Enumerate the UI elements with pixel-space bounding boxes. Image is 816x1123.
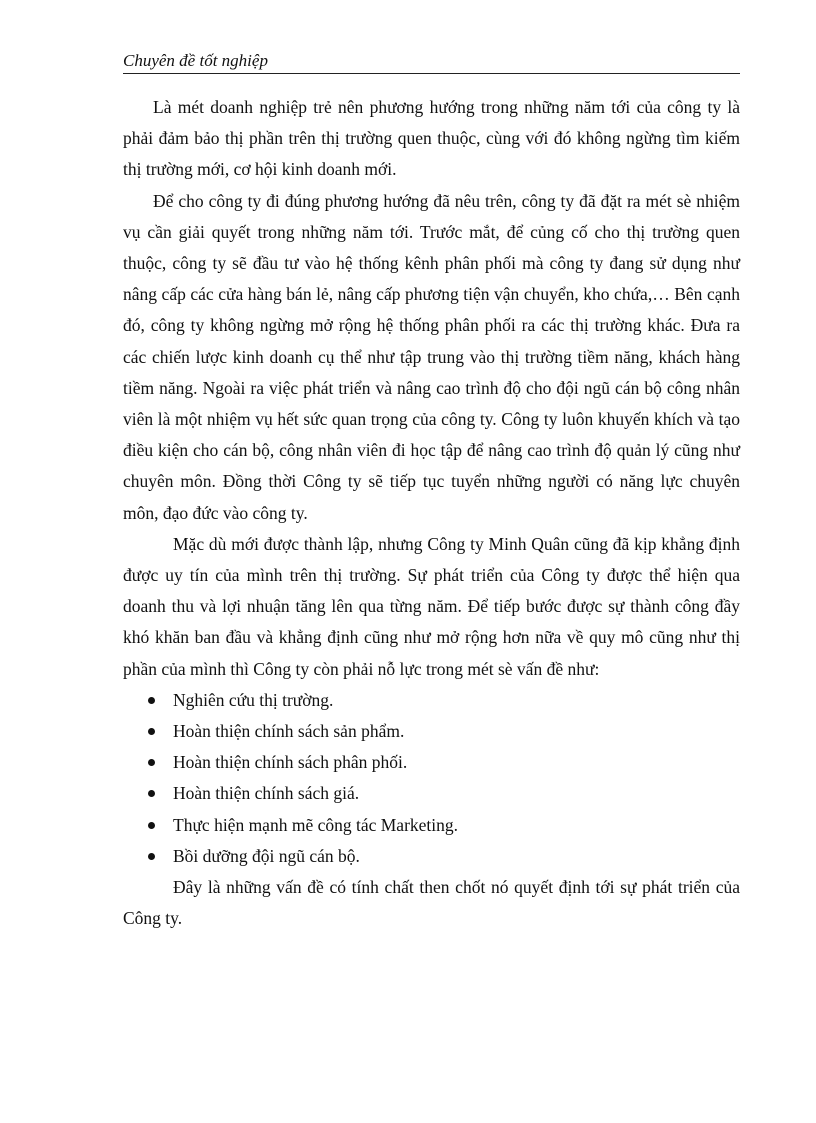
list-item-text: Nghiên cứu thị trường. — [173, 689, 334, 710]
list-item-text: Hoàn thiện chính sách giá. — [173, 783, 360, 804]
bullet-icon — [148, 790, 155, 797]
bullet-icon — [148, 697, 155, 704]
bullet-list — [123, 685, 740, 872]
list-item — [123, 810, 740, 841]
list-item — [123, 685, 740, 716]
paragraph-closing: Đây là những vấn đề có tính chất then chốt nó quyết định tới sự phát triển của Công ty. — [123, 877, 740, 929]
list-item — [123, 841, 740, 872]
bullet-icon — [148, 853, 155, 860]
list-item-text: Hoàn thiện chính sách phân phối. — [173, 752, 408, 773]
bullet-icon — [148, 822, 155, 829]
list-item — [123, 716, 740, 747]
paragraph-development: Mặc dù mới được thành lập, nhưng Công ty Minh Quân cũng đã kịp khẳng định được uy tín của mình trên thị trường. Sự phát triển của Công ty được thể hiện qua doanh thu và lợi nhuận tăng lên qua từng năm. Để tiếp bước được sự thành công đầy khó khăn ban đầu và khẳng định cũng như mở rộng hơn nữa về quy mô cũng như thị phần của mình thì Công ty còn phải nỗ lực trong mét sè vấn đề như: — [123, 533, 740, 679]
bullet-icon — [148, 728, 155, 735]
paragraph-direction: Là mét doanh nghiệp trẻ nên phương hướng trong những năm tới của công ty là phải đảm bảo thị phần trên thị trường quen thuộc, cùng với đó không ngừng tìm kiếm thị trường mới, cơ hội kinh doanh mới. — [123, 97, 740, 180]
list-item-text: Hoàn thiện chính sách sản phẩm. — [173, 721, 405, 742]
page-header: Chuyên đề tốt nghiệp — [123, 50, 740, 74]
list-item-text: Bồi dưỡng đội ngũ cán bộ. — [173, 845, 360, 866]
document-body — [123, 92, 740, 934]
list-item — [123, 747, 740, 778]
list-item — [123, 778, 740, 809]
list-item-text: Thực hiện mạnh mẽ công tác Marketing. — [173, 814, 459, 835]
paragraph-tasks: Để cho công ty đi đúng phương hướng đã nêu trên, công ty đã đặt ra mét sè nhiệm vụ cần giải quyết trong những năm tới. Trước mắt, để củng cố cho thị trường quen thuộc, công ty sẽ đầu tư vào hệ thống kênh phân phối mà công ty đang sử dụng như nâng cấp các cửa hàng bán lẻ, nâng cấp phương tiện vận chuyển, kho chứa,… Bên cạnh đó, công ty không ngừng mở rộng hệ thống phân phối ra các thị trường khác. Đưa ra các chiến lược kinh doanh cụ thể như tập trung vào thị trường tiềm năng, khách hàng tiềm năng. Ngoài ra việc phát triển và nâng cao trình độ cho đội ngũ cán bộ công nhân viên là một nhiệm vụ hết sức quan trọng của công ty. Công ty luôn khuyến khích và tạo điều kiện cho cán bộ, công nhân viên đi học tập để nâng cao trình độ quản lý cũng như chuyên môn. Đồng thời Công ty sẽ tiếp tục tuyển những người có năng lực chuyên môn, đạo đức vào công ty. — [123, 190, 740, 523]
bullet-icon — [148, 759, 155, 766]
